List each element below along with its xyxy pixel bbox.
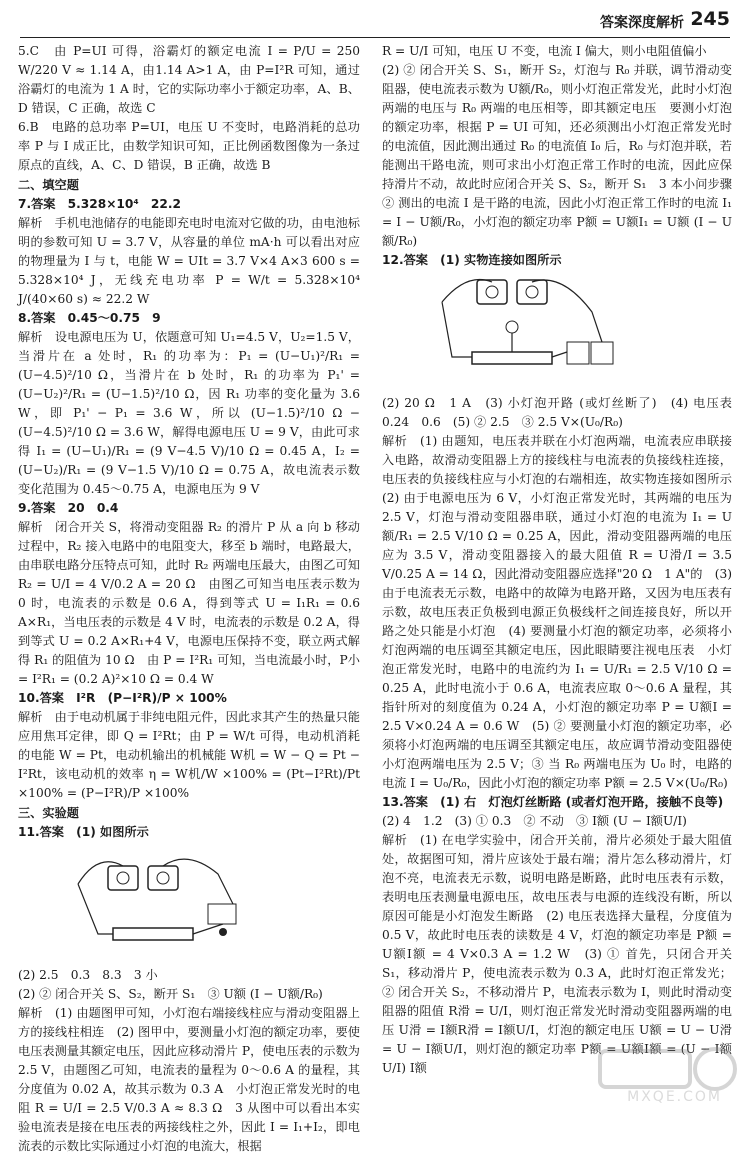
answer-11: 11.答案 (1) 如图所示 — [18, 825, 149, 839]
section-fill-blank: 二、填空题 — [18, 178, 79, 192]
answer-10: 10.答案 I²R (P−I²R)/P × 100% — [18, 691, 227, 705]
explanation-11: 解析 (1) 由题图甲可知，小灯泡右端接线柱应与滑动变阻器上方的接线柱相连 (2) 图甲中，要测量小灯泡的额定功率，要使电压表测量其额定电压，因此应移动滑片 P，使电压表的示数为 2.5 V，由题图乙可知，电流表的量程为 0～0.6 A 的量程，其分度值为 0.02 A，故其示数为 0.3 A 小灯泡正常发光时的电阻 R = U/I = 2.5 V/0.3 A ≈ 8.3 Ω 3 从图中可以看出本实验电流表是接在电压表的两接线柱之外，因此 I = I₁+I₂，即电流表的示数比实际通过小灯泡的电流大，根据 — [18, 1006, 360, 1153]
explanation-11-cont: R = U/I 可知，电压 U 不变，电流 I 偏大，则小电阻值偏小 — [382, 44, 707, 58]
section-experiment: 三、实验题 — [18, 806, 79, 820]
answer-9: 9.答案 20 0.4 — [18, 501, 119, 515]
header-rule — [20, 37, 730, 38]
explanation-11-part2: (2) ② 闭合开关 S、S₁，断开 S₂，灯泡与 R₀ 并联，调节滑动变阻器，使电流表示数为 U额/R₀，则小灯泡正常发光，此时小灯泡两端的电压与 R₀ 两端的电压相等，即其额定电压 要测小灯泡的额定功率，根据 P = UI 可知，还必须测出小灯泡正常发光时的电流值，因此测出通过 R₀ 的电流值 I₀ 后，R₀ 与灯泡并联，若能测出干路电流，则可求出小灯泡正常工作时的电流，因此应保持滑片不动，故此时应闭合开关 S、S₂，断开 S₁ 3 本小问步骤 ② 测出的电流 I 是干路的电流，因此小灯泡正常工作时的电流 I₁ = I − U额/R₀，小灯泡的额定功率 P额 = U额I₁ = U额 (I − U额/R₀) — [382, 63, 732, 248]
watermark-text: MXQE.COM — [627, 1089, 722, 1105]
answer-7: 7.答案 5.328×10⁴ 22.2 — [18, 197, 181, 211]
explanation-9: 解析 闭合开关 S，将滑动变阻器 R₂ 的滑片 P 从 a 向 b 移动过程中，R₂ 接入电路中的电阻变大，移至 b 端时，电路最大，由串联电路分压特点可知，此时 R₂ 两端电压最大，由图乙可知 R₂ = U/I = 4 V/0.2 A = 20 Ω 由图乙可知当电压表示数为 0 时，电流表的示数是 0.6 A，得到等式 U = I₁R₁ = 0.6 A×R₁，当电压表的示数是 4 V 时，电流表的示数是 0.2 A，得到等式 U = 0.2 A×R₁+4 V，电源电压保持不变，联立两式解得 R₁ 的阻值为 10 Ω 由 P = I²R₁ 可知，当电流最小时，P小 = I²R₁ = (0.2 A)²×10 Ω = 0.4 W — [18, 520, 360, 686]
explanation-7: 解析 手机电池储存的电能即充电时电流对它做的功，由电池标明的参数可知 U = 3.7 V，从容量的单位 mA·h 可以看出对应的物理量为 I 与 t，电能 W = UIt = 3.7 V×4 A×3 600 s = 5.328×10⁴ J，无线充电功率 P = W/t = 5.328×10⁴ J/(40×60 s) ≈ 22.2 W — [18, 216, 360, 306]
header-title: 答案深度解析 — [600, 15, 684, 31]
page-number: 245 — [690, 8, 730, 30]
watermark-logo — [590, 1041, 740, 1111]
answer-12: 12.答案 (1) 实物连接如图所示 — [382, 253, 562, 267]
page-header — [20, 6, 730, 36]
explanation-12: 解析 (1) 由题知，电压表并联在小灯泡两端，电流表应串联接入电路，故滑动变阻器上方的接线柱与电流表的负接线柱连接，电压表的负接线柱应与小灯泡的右端相连，故实物连接如图所示 (2) 由于电源电压为 6 V，小灯泡正常发光时，其两端的电压为 2.5 V，灯泡与滑动变阻器串联，通过小灯泡的电流为 I₁ = U额/R₁ = 2.5 V/10 Ω = 0.25 A，因此，滑动变阻器两端的电压应为 3.5 V，滑动变阻器接入的最大阻值 R = U滑/I = 3.5 V/0.25 A = 14 Ω，因此滑动变阻器应选择"20 Ω 1 A"的 (3) 由于电流表无示数，电路中的故障为电路开路，又因为电压表有示数，故电压表正负极到电源正负极线杆之间连接良好，所以开路之处只能是小灯泡 (4) 要测量小灯泡的额定功率，必须将小灯泡两端的电压调至其额定电压，因此眼睛要注视电压表 小灯泡正常发光时，电路中的电流约为 I₁ = U/R₁ = 2.5 V/10 Ω = 0.25 A，此时电流小于 0.6 A，电流表应取 0～0.6 A 量程，其指针所对的刻度值为 0.24 A，小灯泡的额定功率 P = U额I = 2.5 V×0.24 A = 0.6 W (5) ② 要测量小灯泡的额定功率，必须将小灯泡两端的电压调至其额定电压，故应调节滑动变阻器使小灯泡两端电压为 2.5 V；③ 当 R₀ 两端电压为 U₀ 时，电路的电流 I = U₀/R₀，因此小灯泡的额定功率 P额 = 2.5 V×(U₀/R₀) — [382, 434, 745, 790]
answer-13: 13.答案 (1) 右 灯泡灯丝断路 (或者灯泡开路，接触不良等) — [382, 795, 724, 809]
explanation-8: 解析 设电源电压为 U，依题意可知 U₁=4.5 V，U₂=1.5 V，当滑片在 a 处时，R₁ 的功率为：P₁ = (U−U₁)²/R₁ = (U−4.5)²/10 Ω，当滑片在 b 处时，R₁ 的功率为 P₁' = (U−U₂)²/R₁ = (U−1.5)²/10 Ω，因 R₁ 功率的变化量为 3.6 W，即 P₁' − P₁ = 3.6 W，所以 (U−1.5)²/10 Ω − (U−4.5)²/10 Ω = 3.6 W，解得电源电压 U = 9 V，由此可求得 I₁ = (U−U₁)/R₁ = (9 V−4.5 V)/10 Ω = 0.45 A，I₂ = (U−U₂)/R₁ = (9 V−1.5 V)/10 Ω = 0.75 A，故电流表示数变化范围为 0.45～0.75 A，电源电压为 9 V — [18, 330, 360, 496]
left-column — [18, 42, 360, 1156]
right-column — [382, 42, 745, 1078]
answer-11-part3: (2) ② 闭合开关 S、S₂，断开 S₁ ③ U额 (I − U额/R₀) — [18, 987, 323, 1001]
answer-11-part2: (2) 2.5 0.3 8.3 3 小 — [18, 968, 158, 982]
answer-13-part2: (2) 4 1.2 (3) ① 0.3 ② 不动 ③ I额 (U − I额U/I) — [382, 814, 687, 828]
explanation-10: 解析 由于电动机属于非纯电阻元件，因此求其产生的热量只能应用焦耳定律，即 Q = I²Rt；由 P = W/t 可得，电动机消耗的电能 W = Pt，电动机输出的机械能 W机 = W − Q = Pt − I²Rt，该电动机的效率 η = W机/W ×100% = (Pt−I²Rt)/Pt ×100% = (P−I²R)/P ×100% — [18, 710, 360, 800]
answer-5: 5.C 由 P=UI 可得，浴霸灯的额定电流 I = P/U = 250 W/220 V ≈ 1.14 A，由1.14 A>1 A，由 P=I²R 可知，通过浴霸灯的电流为 1 A 时，它的实际功率小于额定功率，A、B、D 错误，C 正确，故选 C — [18, 44, 360, 115]
answer-6: 6.B 电路的总功率 P=UI，电压 U 不变时，电路消耗的总功率 P 与 I 成正比，由数学知识可知，正比例函数图像为一条过原点的直线，A、C、D 错误，B 正确，故选 B — [18, 120, 360, 172]
answer-12-part2: (2) 20 Ω 1 A (3) 小灯泡开路 (或灯丝断了) (4) 电压表 0.24 0.6 (5) ② 2.5 ③ 2.5 V×(U₀/R₀) — [382, 396, 745, 429]
circuit-figure-11 — [18, 844, 360, 964]
circuit-figure-12 — [382, 272, 732, 392]
answer-8: 8.答案 0.45～0.75 9 — [18, 311, 161, 325]
explanation-13: 解析 (1) 在电学实验中，闭合开关前，滑片必须处于最大阻值处，故据图可知，滑片应该处于最右端；滑片怎么移动滑片，灯泡不亮，电流表无示数，说明电路是断路，此时电压表有示数，表明电压表测量电源电压，故电压表与电源的连线没有断，所以原因可能是小灯泡发生断路 (2) 电压表选择大量程，分度值为 0.5 V，故此时电压表的读数是 4 V，灯泡的额定功率是 P额 = U额I额 = 4 V×0.3 A = 1.2 W (3) ① 首先，只闭合开关 S₁，移动滑片 P，使电流表示数为 0.3 A，此时灯泡正常发光；② 闭合开关 S₂，不移动滑片 P，电流表示数为 I，则此时滑动变阻器的阻值 R滑 = U/I，则灯泡正常发光时滑动变阻器两端的电压 U滑 = I额R滑 = I额U/I，灯泡的额定电压 U额 = U − U滑 = U − I额U/I，则灯泡的额定功率 P额 = U额I额 = (U − I额U/I) I额 — [382, 833, 732, 1075]
